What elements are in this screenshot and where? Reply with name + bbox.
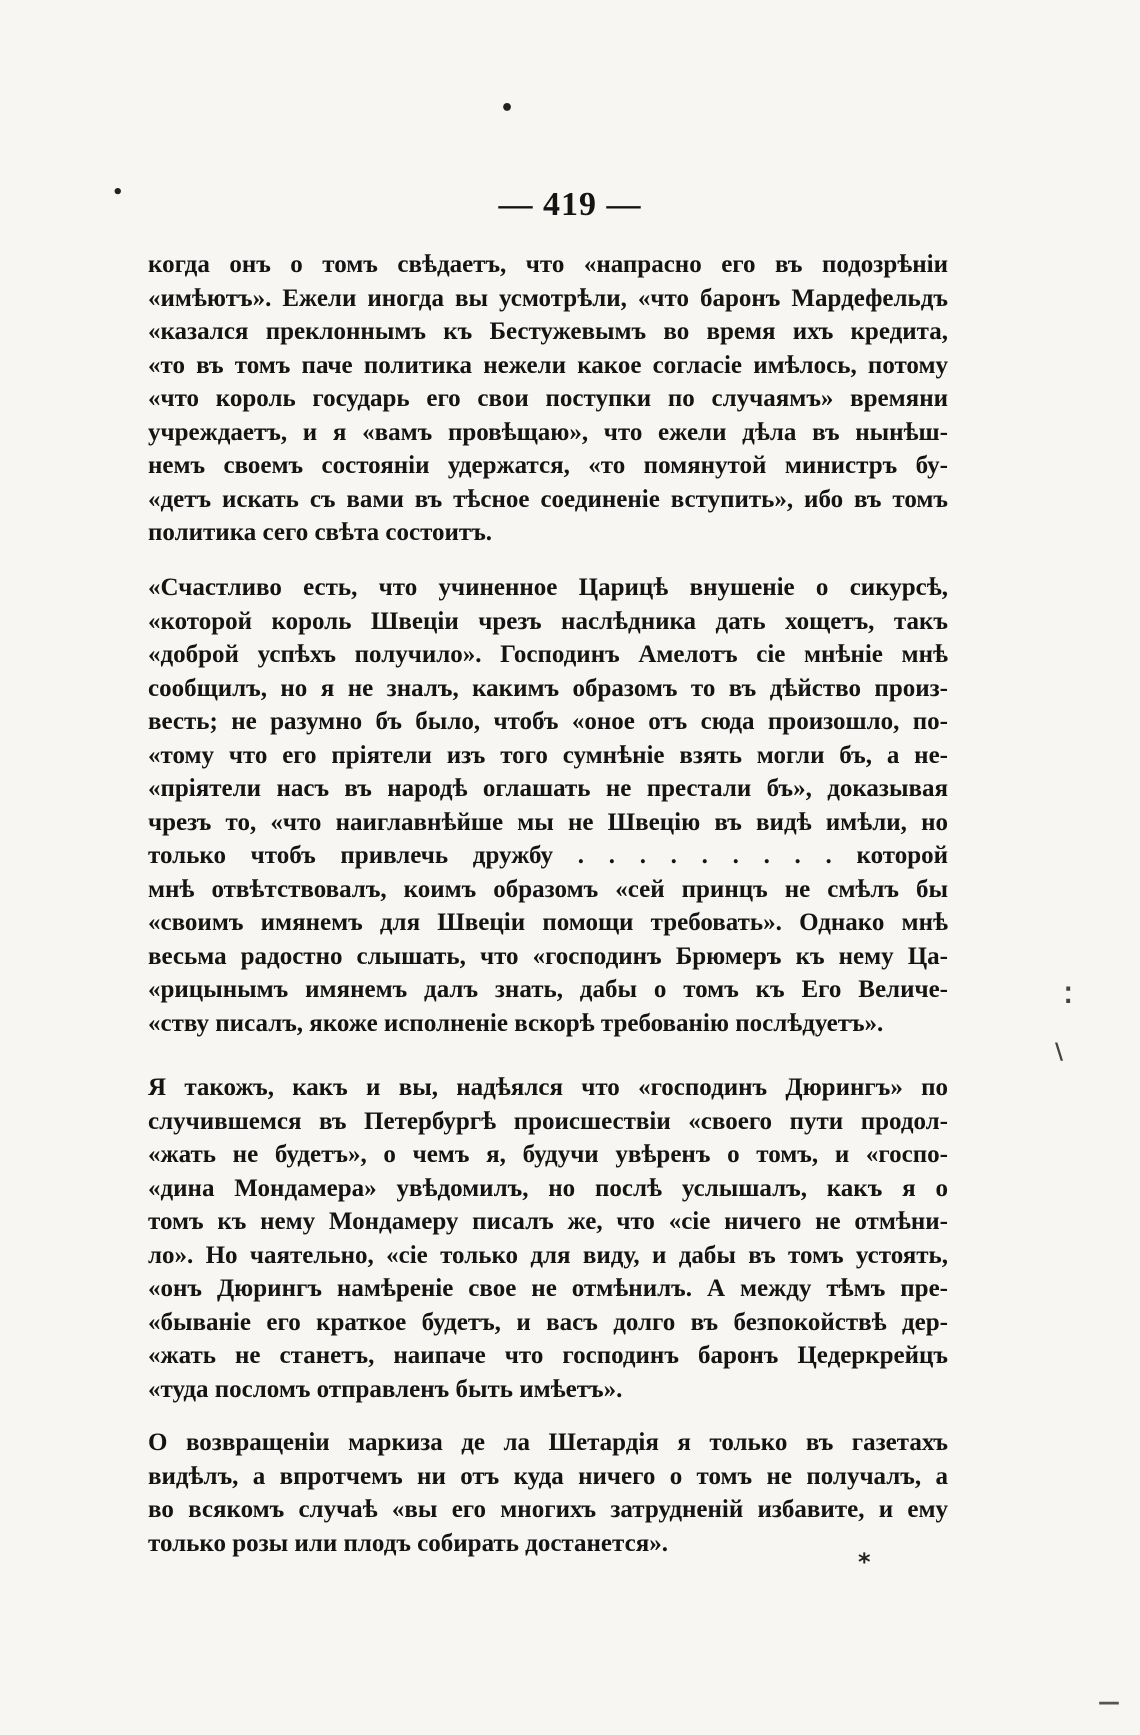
- text-line: только розы или плодъ собирать достанется».: [148, 1529, 668, 1557]
- text-line: «казался преклоннымъ къ Бестужевымъ во время ихъ кредита,: [148, 318, 948, 345]
- text-line: ло». Но чаятельно, «сіе только для виду, и дабы въ томъ устоять,: [148, 1241, 948, 1269]
- text-line: во всякомъ случаѣ «вы его многихъ затрудненій избавите, и ему: [148, 1496, 948, 1523]
- text-line: «жать не будетъ», о чемъ я, будучи увѣренъ о томъ, и «госпо-: [148, 1141, 948, 1168]
- text-line: только чтобъ привлечь дружбу . . . . . . . . . которой: [148, 842, 948, 869]
- print-tick-mark: \: [1055, 1040, 1064, 1065]
- text-line: чрезъ то, «что наиглавнѣйше мы не Швецію въ видѣ имѣли, но: [148, 808, 948, 836]
- text-line: учреждаетъ, и я «вамъ провѣщаю», что ежели дѣла въ нынѣш-: [148, 418, 948, 446]
- text-line: «имѣютъ». Ежели иногда вы усмотрѣли, «что баронъ Мардефельдъ: [148, 284, 948, 312]
- paragraph: [148, 248, 948, 550]
- paragraph: [148, 1071, 948, 1406]
- text-line: сообщилъ, но я не зналъ, какимъ образомъ то въ дѣйство произ-: [148, 674, 948, 702]
- text-line: «что король государь его свои поступки по случаямъ» времяни: [148, 385, 948, 412]
- text-line: «то въ томъ паче политика нежели какое согласіе имѣлось, потому: [148, 351, 948, 379]
- text-line: «тому что его пріятели изъ того сумнѣніе взять могли бъ, а не-: [148, 741, 948, 769]
- text-line: томъ къ нему Мондамеру писалъ же, что «сіе ничего не отмѣни-: [148, 1208, 948, 1235]
- text-line: «ству писалъ, якоже исполненіе вскорѣ требованію послѣдуетъ».: [148, 1009, 884, 1037]
- text-line: видѣлъ, а впротчемъ ни отъ куда ничего о томъ не получалъ, а: [148, 1462, 948, 1490]
- print-dot-mark: •: [500, 96, 515, 121]
- text-line: «Счастливо есть, что учиненное Царицѣ внушеніе о сикурсѣ,: [148, 574, 948, 601]
- text-line: весть; не разумно бъ было, чтобъ «оное отъ сюда произошло, по-: [148, 708, 948, 735]
- text-line: мнѣ отвѣтствовалъ, коимъ образомъ «сей принцъ не смѣлъ бы: [148, 875, 948, 903]
- text-line: «туда посломъ отправленъ быть имѣетъ».: [148, 1375, 623, 1403]
- text-line: «детъ искать съ вами въ тѣсное соединеніе вступить», ибо въ томъ: [148, 485, 948, 513]
- text-line: когда онъ о томъ свѣдаетъ, что «напрасно его въ подозрѣніи: [148, 251, 948, 278]
- text-line: немъ своемъ состояніи удержатся, «то помянутой министръ бу-: [148, 452, 948, 479]
- print-dot-mark: •: [112, 182, 124, 203]
- text-line: случившемся въ Петербургѣ происшествіи «своего пути продол-: [148, 1107, 948, 1135]
- text-line: «своимъ имянемъ для Швеціи помощи требовать». Однако мнѣ: [148, 909, 948, 936]
- asterisk-mark: *: [858, 1548, 871, 1576]
- page-number: — 419 —: [498, 186, 642, 223]
- paragraph: [148, 1426, 948, 1560]
- text-line: Я такожъ, какъ и вы, надѣялся что «господинъ Дюрингъ» по: [148, 1074, 948, 1101]
- text-line: политика сего свѣта состоитъ.: [148, 519, 493, 546]
- print-dash-mark: —: [1098, 1690, 1120, 1715]
- text-line: «которой король Швеціи чрезъ наслѣдника дать хощетъ, такъ: [148, 607, 948, 635]
- text-line: «жать не станетъ, наипаче что господинъ баронъ Цедеркрейцъ: [148, 1342, 948, 1369]
- text-line: «бываніе его краткое будетъ, и васъ долго въ безпокойствѣ дер-: [148, 1308, 948, 1336]
- text-line: «онъ Дюрингъ намѣреніе свое не отмѣнилъ. А между тѣмъ пре-: [148, 1275, 948, 1302]
- text-line: «дина Мондамера» увѣдомилъ, но послѣ услышалъ, какъ я о: [148, 1174, 948, 1202]
- paragraph: [148, 571, 948, 1040]
- text-line: «пріятели насъ въ народѣ оглашать не престали бъ», доказывая: [148, 775, 948, 802]
- text-line: «доброй успѣхъ получило». Господинъ Амелотъ сіе мнѣніе мнѣ: [148, 641, 948, 668]
- print-speck-mark: ⁚: [1064, 984, 1073, 1009]
- text-line: «рицынымъ имянемъ далъ знать, дабы о томъ къ Его Величе-: [148, 976, 948, 1003]
- text-line: О возвращеніи маркиза де ла Шетардія я только въ газетахъ: [148, 1429, 948, 1456]
- text-line: весьма радостно слышать, что «господинъ Брюмеръ къ нему Ца-: [148, 942, 948, 970]
